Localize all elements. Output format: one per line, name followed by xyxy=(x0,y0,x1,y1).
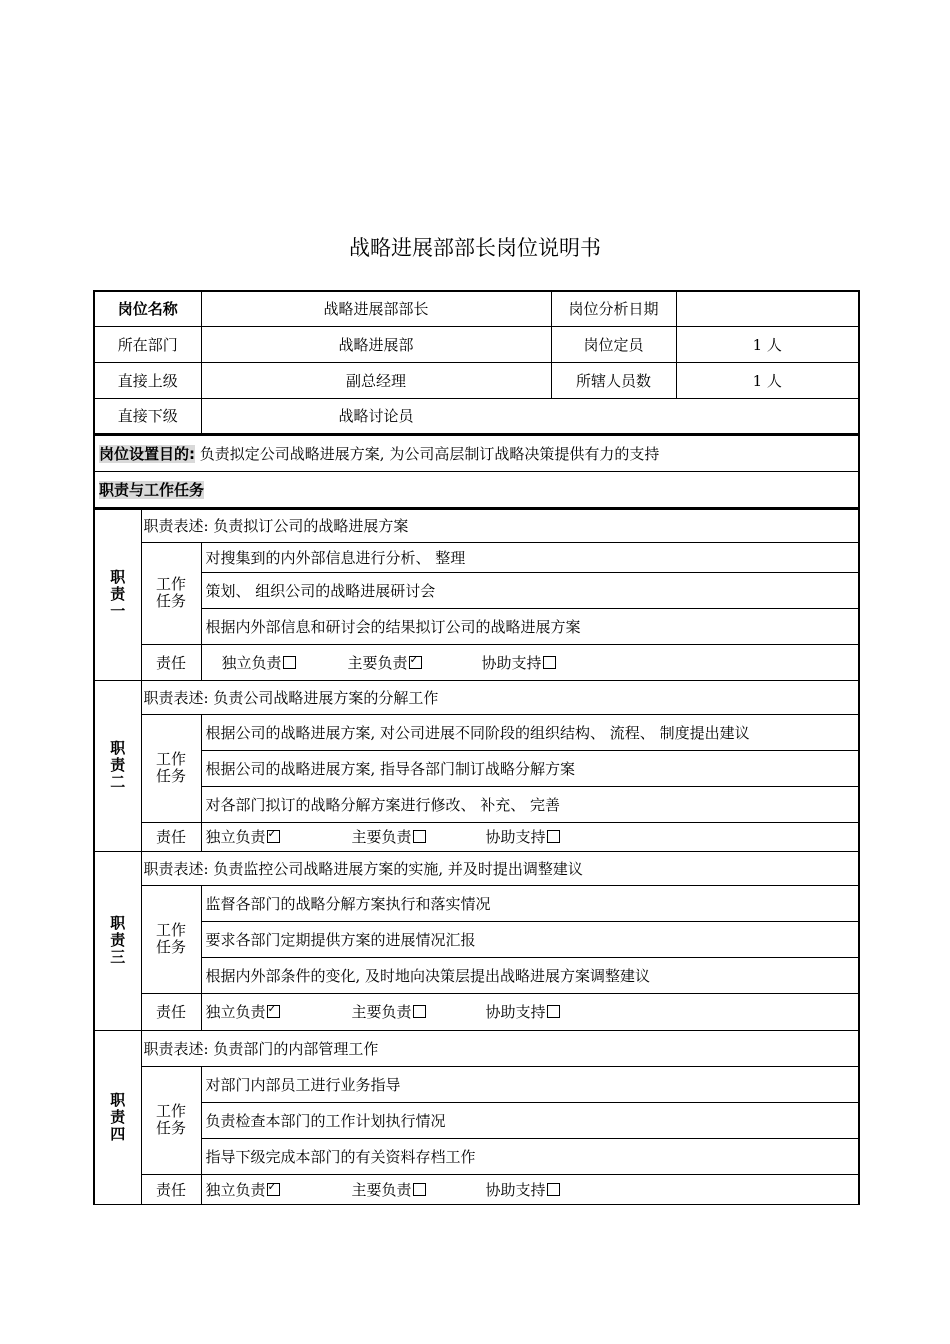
responsibility-option-label: 独立负责 xyxy=(205,828,266,846)
responsibility-label: 责任 xyxy=(141,822,201,851)
task-row xyxy=(94,750,859,786)
responsibility-option-label: 主要负责 xyxy=(351,828,412,846)
position-name-value: 战略进展部部长 xyxy=(201,291,551,326)
responsibility-option[interactable] xyxy=(206,826,280,847)
task-row xyxy=(94,921,859,957)
document-title: 战略进展部部长岗位说明书 xyxy=(349,236,601,260)
responsibility-option[interactable] xyxy=(352,1001,426,1022)
responsibility-label: 责任 xyxy=(141,644,201,680)
duty-description: 职责表述: 负责公司战略进展方案的分解工作 xyxy=(141,680,859,714)
checkbox-icon[interactable] xyxy=(547,830,560,843)
task-item: 根据公司的战略进展方案, 对公司进展不同阶段的组织结构、 流程、 制度提出建议 xyxy=(201,714,859,750)
header-row xyxy=(94,291,859,326)
duty-desc-row xyxy=(94,851,859,885)
position-name-label: 岗位名称 xyxy=(94,291,201,326)
responsibility-option[interactable] xyxy=(348,652,422,673)
responsibility-row xyxy=(94,993,859,1030)
responsibility-option-label: 主要负责 xyxy=(351,1180,412,1199)
task-item: 对各部门拟订的战略分解方案进行修改、 补充、 完善 xyxy=(201,786,859,822)
responsibility-option-label: 独立负责 xyxy=(221,653,282,672)
analysis-date-value xyxy=(676,291,859,326)
responsibility-option[interactable] xyxy=(206,1179,280,1200)
duties-header: 职责与工作任务 xyxy=(99,480,205,499)
duty-name-char: 三 xyxy=(110,948,126,966)
responsibility-option[interactable] xyxy=(222,652,296,673)
work-task-label xyxy=(141,885,201,993)
work-task-label-text: 工作任务 xyxy=(155,921,186,956)
subordinates-count-value: 1 人 xyxy=(676,362,859,398)
checkbox-icon[interactable] xyxy=(283,656,296,669)
duty-blocks xyxy=(93,509,860,1205)
duties-header-row xyxy=(94,472,859,508)
duty-name-char: 一 xyxy=(110,602,126,620)
duty-name-char: 二 xyxy=(110,773,126,791)
checked-box-icon[interactable] xyxy=(409,656,422,669)
duty-name-char: 责 xyxy=(110,931,126,949)
responsibility-option[interactable] xyxy=(206,1001,280,1022)
duty-name xyxy=(94,509,141,680)
checked-box-icon[interactable] xyxy=(267,830,280,843)
work-task-label-text: 工作任务 xyxy=(155,575,186,610)
work-task-label xyxy=(141,714,201,822)
work-task-label-text: 工作任务 xyxy=(155,1102,186,1137)
responsibility-option[interactable] xyxy=(352,826,426,847)
duty-desc-row xyxy=(94,1030,859,1066)
department-label: 所在部门 xyxy=(94,326,201,362)
responsibility-option-label: 独立负责 xyxy=(205,1180,266,1199)
header-row xyxy=(94,326,859,362)
responsibility-option-label: 主要负责 xyxy=(351,1003,412,1021)
responsibility-row xyxy=(94,1174,859,1204)
analysis-date-label: 岗位分析日期 xyxy=(551,291,676,326)
task-item: 负责检查本部门的工作计划执行情况 xyxy=(201,1102,859,1138)
responsibility-options xyxy=(201,822,859,851)
duty-name xyxy=(94,851,141,1030)
responsibility-row xyxy=(94,644,859,680)
responsibility-option-label: 主要负责 xyxy=(347,653,408,672)
task-row xyxy=(94,957,859,993)
task-row xyxy=(94,786,859,822)
responsibility-option-label: 协助支持 xyxy=(485,1180,546,1199)
job-description-form xyxy=(93,290,858,1205)
responsibility-option-label: 协助支持 xyxy=(485,1003,546,1021)
responsibility-row xyxy=(94,822,859,851)
duty-description: 职责表述: 负责拟订公司的战略进展方案 xyxy=(141,509,859,542)
work-task-label xyxy=(141,542,201,644)
duty-name-char: 责 xyxy=(110,585,126,603)
responsibility-label: 责任 xyxy=(141,1174,201,1204)
duty-name-char: 职 xyxy=(110,739,126,757)
duty-name-char: 责 xyxy=(110,756,126,774)
duty-name-char: 职 xyxy=(110,568,126,586)
responsibility-option[interactable] xyxy=(352,1179,426,1200)
checkbox-icon[interactable] xyxy=(413,1183,426,1196)
work-task-label-text: 工作任务 xyxy=(155,750,186,785)
task-row xyxy=(94,542,859,572)
duty-name-char: 责 xyxy=(110,1107,126,1126)
task-item: 策划、 组织公司的战略进展研讨会 xyxy=(201,572,859,608)
duty-name-char: 职 xyxy=(110,914,126,932)
purpose-cell xyxy=(94,436,859,472)
duties-header-cell xyxy=(94,472,859,508)
task-item: 对部门内部员工进行业务指导 xyxy=(201,1066,859,1102)
checkbox-icon[interactable] xyxy=(543,656,556,669)
header-table xyxy=(93,290,860,435)
responsibility-options xyxy=(201,1174,859,1204)
duty-name-char: 四 xyxy=(110,1124,126,1143)
purpose-row xyxy=(94,436,859,472)
task-item: 根据公司的战略进展方案, 指导各部门制订战略分解方案 xyxy=(201,750,859,786)
task-row xyxy=(94,885,859,921)
task-item: 监督各部门的战略分解方案执行和落实情况 xyxy=(201,885,859,921)
superior-label: 直接上级 xyxy=(94,362,201,398)
checkbox-icon[interactable] xyxy=(413,1005,426,1018)
responsibility-option[interactable] xyxy=(486,826,560,847)
checkbox-icon[interactable] xyxy=(547,1183,560,1196)
checkbox-icon[interactable] xyxy=(547,1005,560,1018)
work-task-label xyxy=(141,1066,201,1174)
subordinate-value: 战略讨论员 xyxy=(201,398,859,434)
checked-box-icon[interactable] xyxy=(267,1183,280,1196)
duty-desc-row xyxy=(94,680,859,714)
duty-description: 职责表述: 负责监控公司战略进展方案的实施, 并及时提出调整建议 xyxy=(141,851,859,885)
duty-name-char: 职 xyxy=(110,1090,126,1109)
task-item: 根据内外部条件的变化, 及时地向决策层提出战略进展方案调整建议 xyxy=(201,957,859,993)
responsibility-options xyxy=(201,993,859,1030)
task-item: 根据内外部信息和研讨会的结果拟订公司的战略进展方案 xyxy=(201,608,859,644)
headcount-label: 岗位定员 xyxy=(551,326,676,362)
responsibility-option[interactable] xyxy=(486,1001,560,1022)
purpose-text: 负责拟定公司战略进展方案, 为公司高层制订战略决策提供有力的支持 xyxy=(199,445,660,463)
duty-name xyxy=(94,680,141,851)
responsibility-option-label: 协助支持 xyxy=(485,828,546,846)
responsibility-options xyxy=(201,644,859,680)
purpose-label: 岗位设置目的: xyxy=(99,445,195,463)
duty-desc-row xyxy=(94,509,859,542)
task-item: 要求各部门定期提供方案的进展情况汇报 xyxy=(201,921,859,957)
header-row xyxy=(94,398,859,434)
responsibility-option-label: 协助支持 xyxy=(481,653,542,672)
department-value: 战略进展部 xyxy=(201,326,551,362)
subordinates-count-label: 所辖人员数 xyxy=(551,362,676,398)
responsibility-option-label: 独立负责 xyxy=(205,1003,266,1021)
superior-value: 副总经理 xyxy=(201,362,551,398)
task-row xyxy=(94,608,859,644)
responsibility-label: 责任 xyxy=(141,993,201,1030)
duty-description: 职责表述: 负责部门的内部管理工作 xyxy=(141,1030,859,1066)
task-item: 指导下级完成本部门的有关资料存档工作 xyxy=(201,1138,859,1174)
task-item: 对搜集到的内外部信息进行分析、 整理 xyxy=(201,542,859,572)
checked-box-icon[interactable] xyxy=(267,1005,280,1018)
headcount-value: 1 人 xyxy=(676,326,859,362)
header-row xyxy=(94,362,859,398)
task-row xyxy=(94,572,859,608)
responsibility-option[interactable] xyxy=(482,652,556,673)
task-row xyxy=(94,714,859,750)
duty-name xyxy=(94,1030,141,1204)
subordinate-label: 直接下级 xyxy=(94,398,201,434)
checkbox-icon[interactable] xyxy=(413,830,426,843)
responsibility-option[interactable] xyxy=(486,1179,560,1200)
task-row xyxy=(94,1102,859,1138)
task-row xyxy=(94,1138,859,1174)
task-row xyxy=(94,1066,859,1102)
duties-table xyxy=(93,435,860,509)
